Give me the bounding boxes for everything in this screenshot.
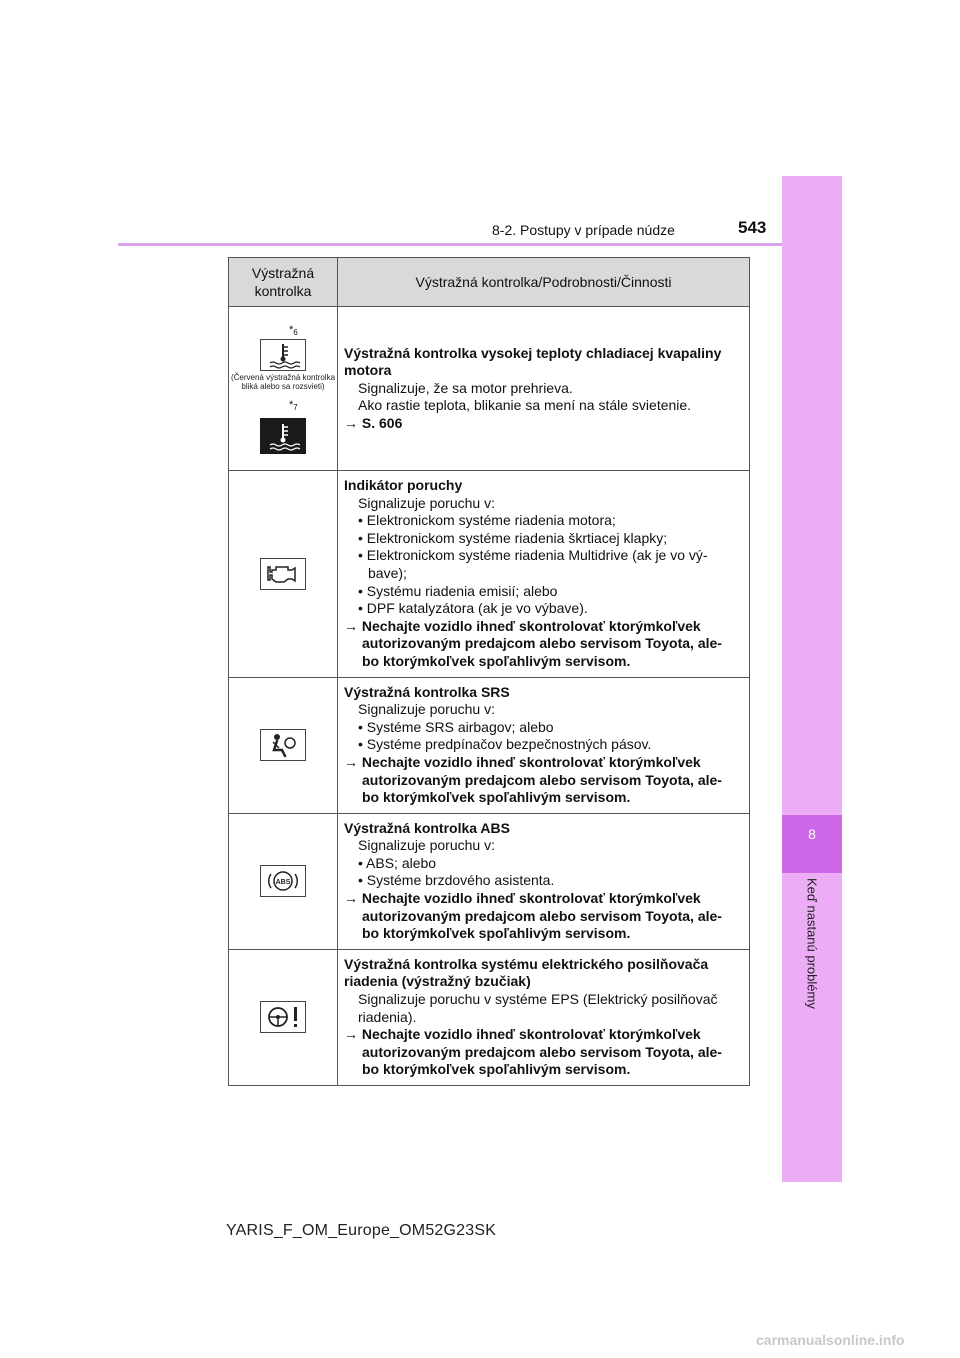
light-title: riadenia (výstražný bzučiak) bbox=[344, 973, 531, 990]
description-cell bbox=[338, 471, 750, 678]
bullet-item: • Elektronickom systéme riadenia Multidrive (ak je vo vý- bbox=[344, 547, 745, 565]
description-line: Signalizuje, že sa motor prehrieva. bbox=[358, 379, 573, 396]
bullet-item: • Systéme brzdového asistenta. bbox=[344, 872, 745, 890]
bullet-item: • Systéme SRS airbagov; alebo bbox=[344, 719, 745, 737]
description-cell bbox=[338, 307, 750, 471]
action-line: bo ktorýmkoľvek spoľahlivým servisom. bbox=[362, 925, 631, 942]
chapter-label: Keď nastanú problémy bbox=[804, 878, 820, 1009]
action-line: → Nechajte vozidlo ihneď skontrolovať ktorýmkoľvek bbox=[344, 753, 701, 770]
light-title: Výstražná kontrolka systému elektrického posilňovača bbox=[344, 955, 709, 972]
footnote-ref: $*_7$ bbox=[289, 398, 298, 412]
check-engine-icon bbox=[260, 558, 306, 590]
action-line: autorizovaným predajcom alebo servisom Toyota, ale- bbox=[362, 907, 722, 924]
action-line: bo ktorýmkoľvek spoľahlivým servisom. bbox=[362, 652, 631, 669]
action-line: → Nechajte vozidlo ihneď skontrolovať ktorýmkoľvek bbox=[344, 890, 701, 907]
warning-lights-table bbox=[228, 257, 750, 1086]
footnote-ref: $*_6$ bbox=[289, 323, 298, 337]
abs-icon-text: ABS bbox=[275, 879, 291, 887]
table-header-row bbox=[229, 258, 750, 307]
header-warning-light: Výstražná kontrolka bbox=[229, 258, 338, 307]
footnote-ref-number: 6 bbox=[293, 327, 298, 337]
red-light-note: (Červená výstražná kontrolka bliká alebo sa rozsvieti) bbox=[230, 372, 336, 391]
light-title: Indikátor poruchy bbox=[344, 477, 463, 493]
action-line: → Nechajte vozidlo ihneď skontrolovať ktorýmkoľvek bbox=[344, 1026, 701, 1043]
document-code: YARIS_F_OM_Europe_OM52G23SK bbox=[226, 1222, 497, 1239]
coolant-temperature-icon bbox=[260, 339, 306, 371]
page-reference: → S. 606 bbox=[344, 414, 403, 431]
table-row bbox=[229, 813, 750, 949]
header-details: Výstražná kontrolka/Podrobnosti/Činnosti bbox=[338, 258, 750, 307]
watermark: carmanualsonline.info bbox=[756, 1332, 905, 1348]
table-row bbox=[229, 307, 750, 471]
chapter-number-box bbox=[782, 815, 842, 873]
light-title: Výstražná kontrolka ABS bbox=[344, 819, 510, 836]
page-number: 543 bbox=[738, 218, 767, 237]
bullet-item: • DPF katalyzátora (ak je vo výbave). bbox=[344, 600, 745, 618]
icon-cell bbox=[229, 677, 338, 813]
light-title: Výstražná kontrolka SRS bbox=[344, 683, 510, 700]
srs-airbag-icon bbox=[260, 729, 306, 761]
description-line: Signalizuje poruchu v: bbox=[358, 701, 495, 718]
table-row bbox=[229, 949, 750, 1085]
bullet-continuation: bave); bbox=[368, 564, 407, 581]
table-row bbox=[229, 471, 750, 678]
description-cell bbox=[338, 949, 750, 1085]
description-line: riadenia). bbox=[358, 1008, 417, 1025]
description-line: Signalizuje poruchu v systéme EPS (Elektrický posilňovač bbox=[358, 991, 718, 1008]
bullet-item: • Elektronickom systéme riadenia motora; bbox=[344, 512, 745, 530]
section-title: 8-2. Postupy v prípade núdze bbox=[492, 222, 675, 238]
bullet-item: • Elektronickom systéme riadenia škrtiacej klapky; bbox=[344, 530, 745, 548]
action-line: autorizovaným predajcom alebo servisom Toyota, ale- bbox=[362, 771, 722, 788]
action-line: bo ktorýmkoľvek spoľahlivým servisom. bbox=[362, 1061, 631, 1078]
description-line: Signalizuje poruchu v: bbox=[358, 494, 495, 511]
description-line: Signalizuje poruchu v: bbox=[358, 837, 495, 854]
bullet-item: • ABS; alebo bbox=[344, 855, 745, 873]
action-line: bo ktorýmkoľvek spoľahlivým servisom. bbox=[362, 789, 631, 806]
action-line: → Nechajte vozidlo ihneď skontrolovať ktorýmkoľvek bbox=[344, 617, 701, 634]
description-line: Ako rastie teplota, blikanie sa mení na stále svietenie. bbox=[358, 397, 692, 414]
action-line: autorizovaným predajcom alebo servisom Toyota, ale- bbox=[362, 635, 722, 652]
icon-cell bbox=[229, 949, 338, 1085]
light-title: Výstražná kontrolka vysokej teploty chladiacej kvapaliny motora bbox=[344, 344, 722, 379]
bullet-item: • Systéme predpínačov bezpečnostných pásov. bbox=[344, 736, 745, 754]
power-steering-warning-icon bbox=[260, 1001, 306, 1033]
icon-cell bbox=[229, 813, 338, 949]
chapter-number: 8 bbox=[808, 826, 816, 842]
header-rule bbox=[118, 243, 782, 246]
icon-cell bbox=[229, 471, 338, 678]
footnote-ref-number: 7 bbox=[293, 402, 298, 412]
abs-icon bbox=[260, 865, 306, 897]
action-line: autorizovaným predajcom alebo servisom Toyota, ale- bbox=[362, 1043, 722, 1060]
table-row bbox=[229, 677, 750, 813]
description-cell bbox=[338, 813, 750, 949]
bullet-item: • Systému riadenia emisií; alebo bbox=[344, 583, 745, 601]
description-cell bbox=[338, 677, 750, 813]
coolant-temperature-icon-lit bbox=[260, 418, 306, 454]
icon-cell bbox=[229, 307, 338, 471]
